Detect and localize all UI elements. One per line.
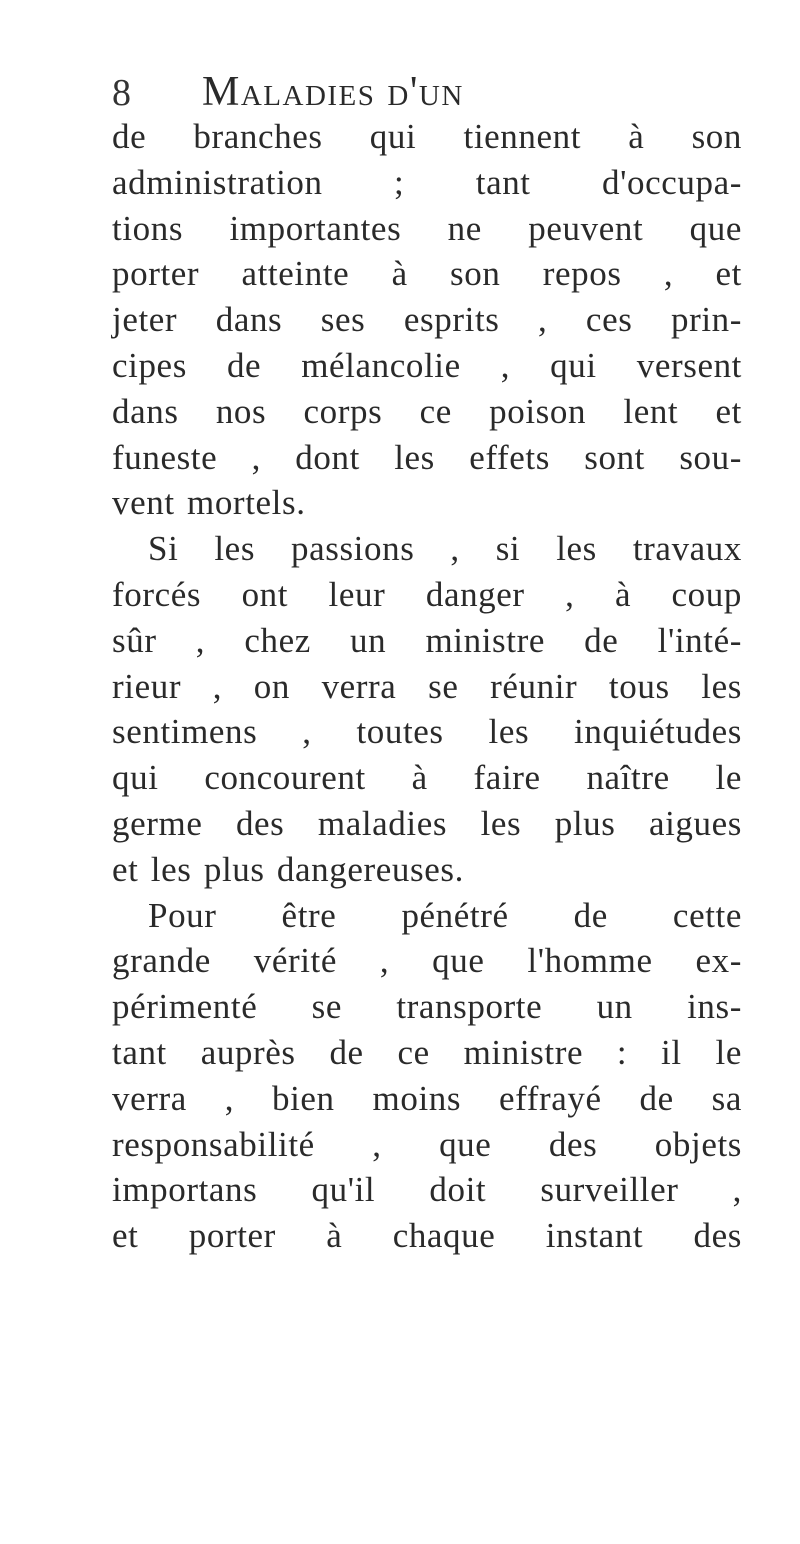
text-line: Si les passions , si les travaux [148, 529, 742, 569]
text-line: dans nos corps ce poison lent et [112, 391, 742, 431]
text-line: administration ; tant d'occupa- [112, 162, 742, 202]
text-line: grande vérité , que l'homme ex- [112, 941, 742, 981]
text-line: importans qu'il doit surveiller , [112, 1170, 742, 1210]
text-line: forcés ont leur danger , à coup [112, 574, 742, 614]
text-line: de branches qui tiennent à son [112, 117, 742, 156]
text-line: Pour être pénétré de cette [148, 895, 742, 935]
text-line: rieur , on verra se réunir tous les [112, 666, 742, 706]
text-line: et porter à chaque instant des [112, 1216, 742, 1256]
text-line: sûr , chez un ministre de l'inté- [112, 620, 742, 660]
text-line: germe des maladies les plus aigues [112, 803, 742, 843]
text-line: tions importantes ne peuvent que [112, 208, 742, 248]
text-line: et les plus dangereuses. [112, 849, 464, 889]
text-line: jeter dans ses esprits , ces prin- [112, 300, 742, 340]
text-line: tant auprès de ce ministre : il le [112, 1032, 742, 1072]
text-line: vent mortels. [112, 483, 306, 523]
page-number: 8 [112, 72, 131, 114]
text-line: périmenté se transporte un ins- [112, 987, 742, 1027]
text-line: sentimens , toutes les inquiétudes [112, 712, 742, 752]
body-text [112, 114, 742, 1259]
text-line: qui concourent à faire naître le [112, 758, 742, 798]
text-line: responsabilité , que des objets [112, 1124, 742, 1164]
text-line: funeste , dont les effets sont sou- [112, 437, 742, 477]
running-title: Maladies d'un [202, 69, 464, 115]
text-line: porter atteinte à son repos , et [112, 254, 742, 294]
text-line: verra , bien moins effrayé de sa [112, 1078, 742, 1118]
text-line: cipes de mélancolie , qui versent [112, 345, 742, 385]
running-head [112, 68, 464, 116]
